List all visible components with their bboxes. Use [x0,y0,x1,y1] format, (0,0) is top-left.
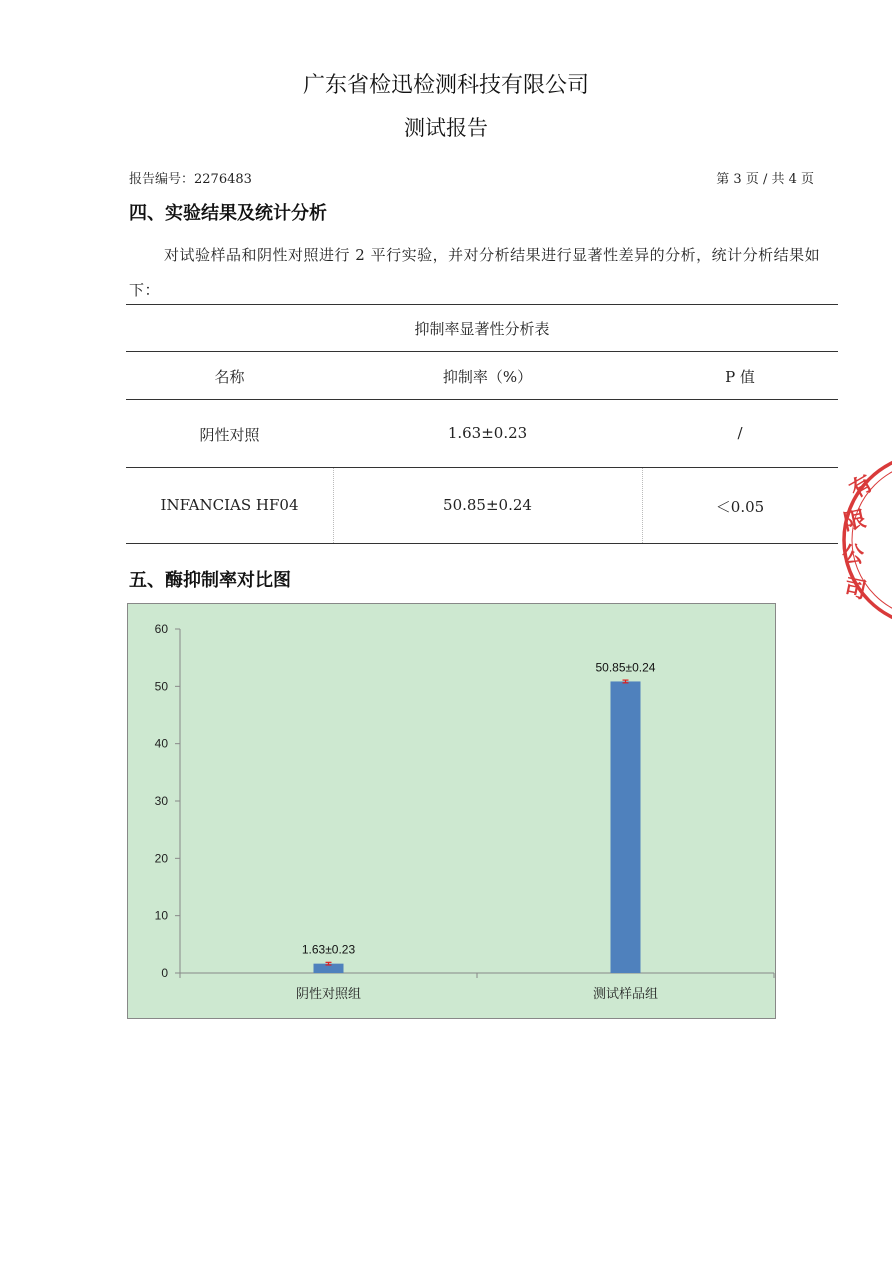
report-number: 报告编号：2276483 [129,172,252,187]
y-tick-label: 20 [154,851,168,866]
table-cell: 1.63±0.23 [447,424,528,442]
table-rule [126,399,838,400]
svg-text:限: 限 [841,506,869,536]
y-tick-label: 60 [154,622,168,636]
svg-text:公: 公 [842,543,865,568]
document-title: 测试报告 [404,116,488,140]
svg-text:司: 司 [841,575,869,605]
table-header-pvalue: P 值 [725,368,755,386]
table-cell: ＜0.05 [715,498,765,516]
x-tick-label: 测试样品组 [592,987,659,1002]
table-divider [333,468,334,543]
table-header-name: 名称 [214,368,245,386]
y-tick-label: 40 [154,736,168,751]
section4-heading: 四、实验结果及统计分析 [129,203,327,224]
table-header-rate: 抑制率（%） [442,368,533,386]
y-tick-label: 50 [154,679,168,694]
svg-text:有: 有 [845,471,878,504]
table-divider [642,468,643,543]
table-rule [126,467,838,468]
bar [611,681,641,973]
table-rule-bottom [126,543,838,544]
table-rule-top [126,304,838,305]
seal-graphic [838,450,892,630]
table-caption: 抑制率显著性分析表 [414,320,550,338]
y-tick-label: 30 [154,794,168,808]
table-rule [126,351,838,352]
page-info: 第 3 页 / 共 4 页 [716,172,814,187]
section5-heading: 五、酶抑制率对比图 [129,570,291,591]
inhibition-rate-chart [127,603,776,1019]
company-seal [838,450,892,630]
x-tick-label: 阴性对照组 [295,987,362,1002]
y-tick-label: 0 [161,966,168,980]
data-label: 1.63±0.23 [301,942,356,957]
table-cell: 50.85±0.24 [443,496,532,514]
table-cell: / [737,424,743,442]
company-name: 广东省检迅检测科技有限公司 [302,73,589,98]
section4-paragraph: 对试验样品和阴性对照进行 2 平行实验，并对分析结果进行显著性差异的分析，统计分析结果如下： [129,246,821,299]
table-cell: 阴性对照 [199,426,260,444]
data-label: 50.85±0.24 [595,660,656,675]
y-tick-label: 10 [154,908,168,923]
chart-canvas [128,604,775,1018]
table-cell: INFANCIAS HF04 [160,496,299,514]
